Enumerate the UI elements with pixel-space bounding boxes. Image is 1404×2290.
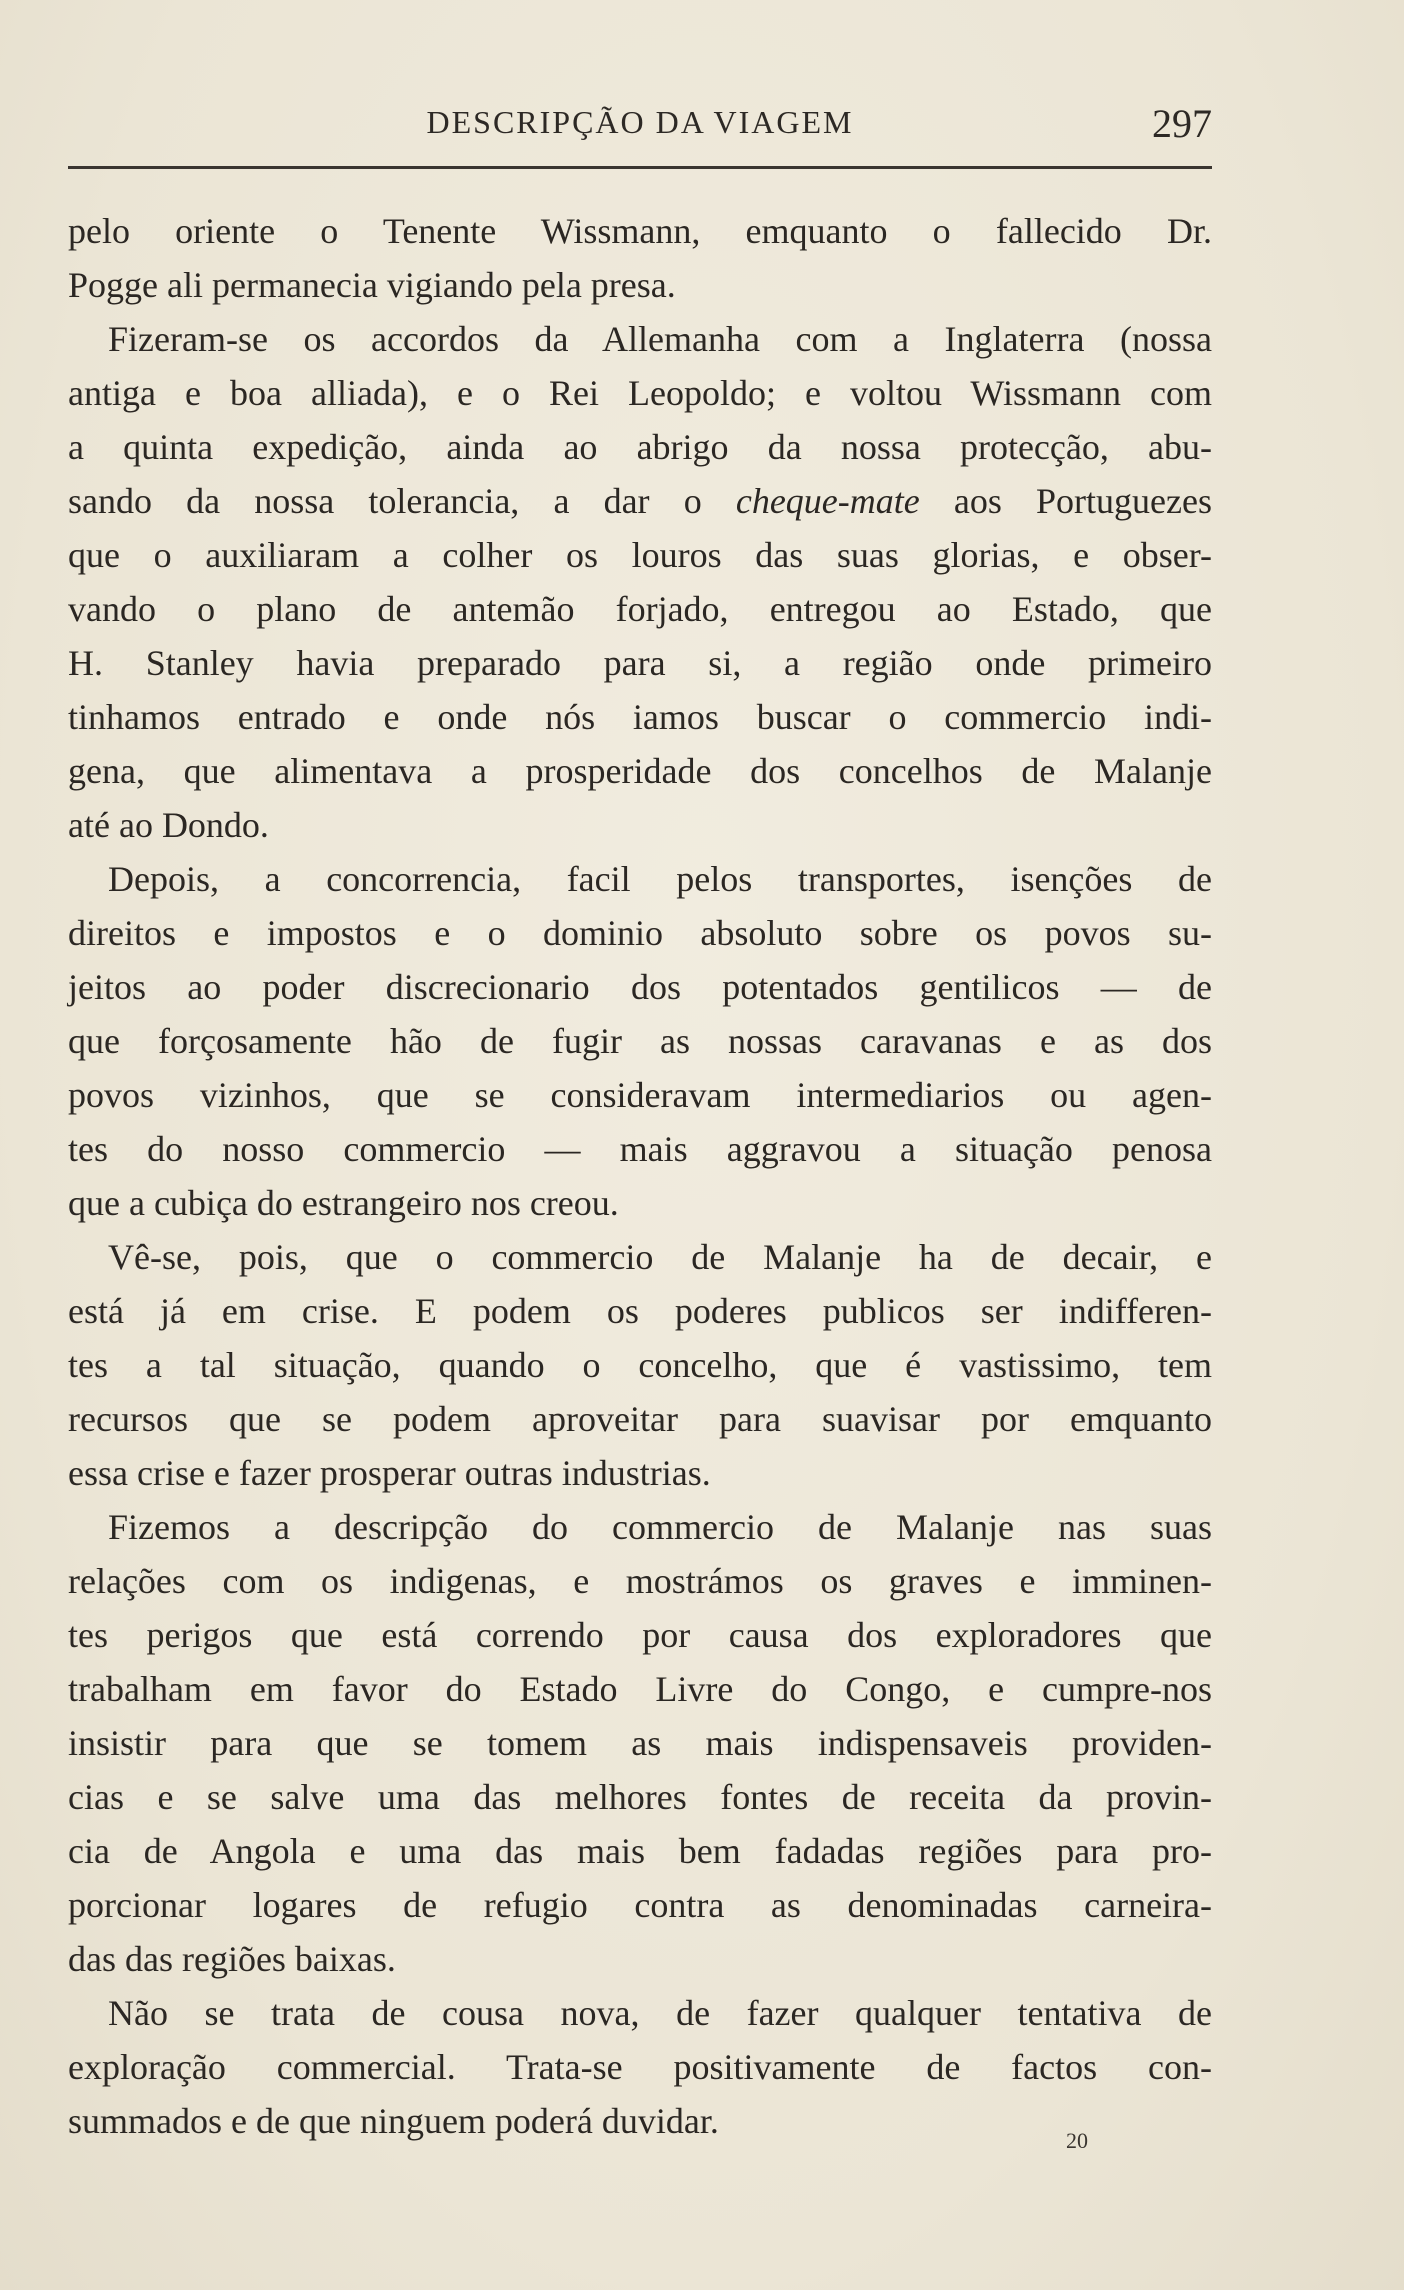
paragraph-4 xyxy=(68,1230,1212,1500)
text-line: povos vizinhos, que se consideravam intermediarios ou agen- xyxy=(68,1075,1212,1115)
text-body xyxy=(68,204,1212,2148)
header-rule xyxy=(68,166,1212,169)
italic-phrase: cheque-mate xyxy=(735,481,920,521)
signature-mark: 20 xyxy=(1066,2128,1088,2153)
text-fragment: aos Portuguezes xyxy=(919,481,1212,521)
text-line: que forçosamente hão de fugir as nossas caravanas e as dos xyxy=(68,1021,1212,1061)
text-line: relações com os indigenas, e mostrámos os graves e imminen- xyxy=(68,1561,1212,1601)
text-line: essa crise e fazer prosperar outras industrias. xyxy=(68,1453,711,1493)
text-line: até ao Dondo. xyxy=(68,805,269,845)
text-line: gena, que alimentava a prosperidade dos concelhos de Malanje xyxy=(68,751,1212,791)
running-title: DESCRIPÇÃO DA VIAGEM xyxy=(426,104,854,140)
running-head xyxy=(68,100,1212,150)
text-line: Depois, a concorrencia, facil pelos transportes, isenções de xyxy=(108,859,1212,899)
text-line: vando o plano de antemão forjado, entregou ao Estado, que xyxy=(68,589,1212,629)
paragraph-3 xyxy=(68,852,1212,1230)
text-line: Não se trata de cousa nova, de fazer qualquer tentativa de xyxy=(108,1993,1212,2033)
text-line: das das regiões baixas. xyxy=(68,1939,396,1979)
paragraph-2 xyxy=(68,312,1212,852)
text-line: recursos que se podem aproveitar para suavisar por emquanto xyxy=(68,1399,1212,1439)
text-line: está já em crise. E podem os poderes publicos ser indifferen- xyxy=(68,1291,1212,1331)
text-line: cias e se salve uma das melhores fontes de receita da provin- xyxy=(68,1777,1212,1817)
text-line: tes do nosso commercio — mais aggravou a situação penosa xyxy=(68,1129,1212,1169)
text-line: insistir para que se tomem as mais indispensaveis providen- xyxy=(68,1723,1212,1763)
text-line: trabalham em favor do Estado Livre do Congo, e cumpre-nos xyxy=(68,1669,1212,1709)
paragraph-6 xyxy=(68,1986,1212,2148)
text-line: antiga e boa alliada), e o Rei Leopoldo; e voltou Wissmann com xyxy=(68,373,1212,413)
text-line: que o auxiliaram a colher os louros das suas glorias, e obser- xyxy=(68,535,1212,575)
text-line: tinhamos entrado e onde nós iamos buscar o commercio indi- xyxy=(68,697,1212,737)
text-line: jeitos ao poder discrecionario dos potentados gentilicos — de xyxy=(68,967,1212,1007)
text-line: pelo oriente o Tenente Wissmann, emquanto o fallecido Dr. xyxy=(68,211,1212,251)
text-line: summados e de que ninguem poderá duvidar. xyxy=(68,2101,719,2141)
text-line: porcionar logares de refugio contra as denominadas carneira- xyxy=(68,1885,1212,1925)
text-line: que a cubiça do estrangeiro nos creou. xyxy=(68,1183,619,1223)
text-line: cia de Angola e uma das mais bem fadadas regiões para pro- xyxy=(68,1831,1212,1871)
text-line: exploração commercial. Trata-se positivamente de factos con- xyxy=(68,2047,1212,2087)
text-line: tes perigos que está correndo por causa dos exploradores que xyxy=(68,1615,1212,1655)
page-number: 297 xyxy=(1152,101,1212,146)
paragraph-5 xyxy=(68,1500,1212,1986)
text-line: a quinta expedição, ainda ao abrigo da nossa protecção, abu- xyxy=(68,427,1212,467)
text-line: Vê-se, pois, que o commercio de Malanje ha de decair, e xyxy=(108,1237,1212,1277)
text-line: Pogge ali permanecia vigiando pela presa. xyxy=(68,265,676,305)
text-line: tes a tal situação, quando o concelho, que é vastissimo, tem xyxy=(68,1345,1212,1385)
text-line: direitos e impostos e o dominio absoluto sobre os povos su- xyxy=(68,913,1212,953)
text-line: Fizeram-se os accordos da Allemanha com a Inglaterra (nossa xyxy=(108,319,1212,359)
text-line-with-italic xyxy=(68,474,1212,528)
text-line: Fizemos a descripção do commercio de Malanje nas suas xyxy=(108,1507,1212,1547)
text-line: H. Stanley havia preparado para si, a região onde primeiro xyxy=(68,643,1212,683)
text-fragment: sando da nossa tolerancia, a dar o xyxy=(68,481,736,521)
paragraph-1 xyxy=(68,204,1212,312)
